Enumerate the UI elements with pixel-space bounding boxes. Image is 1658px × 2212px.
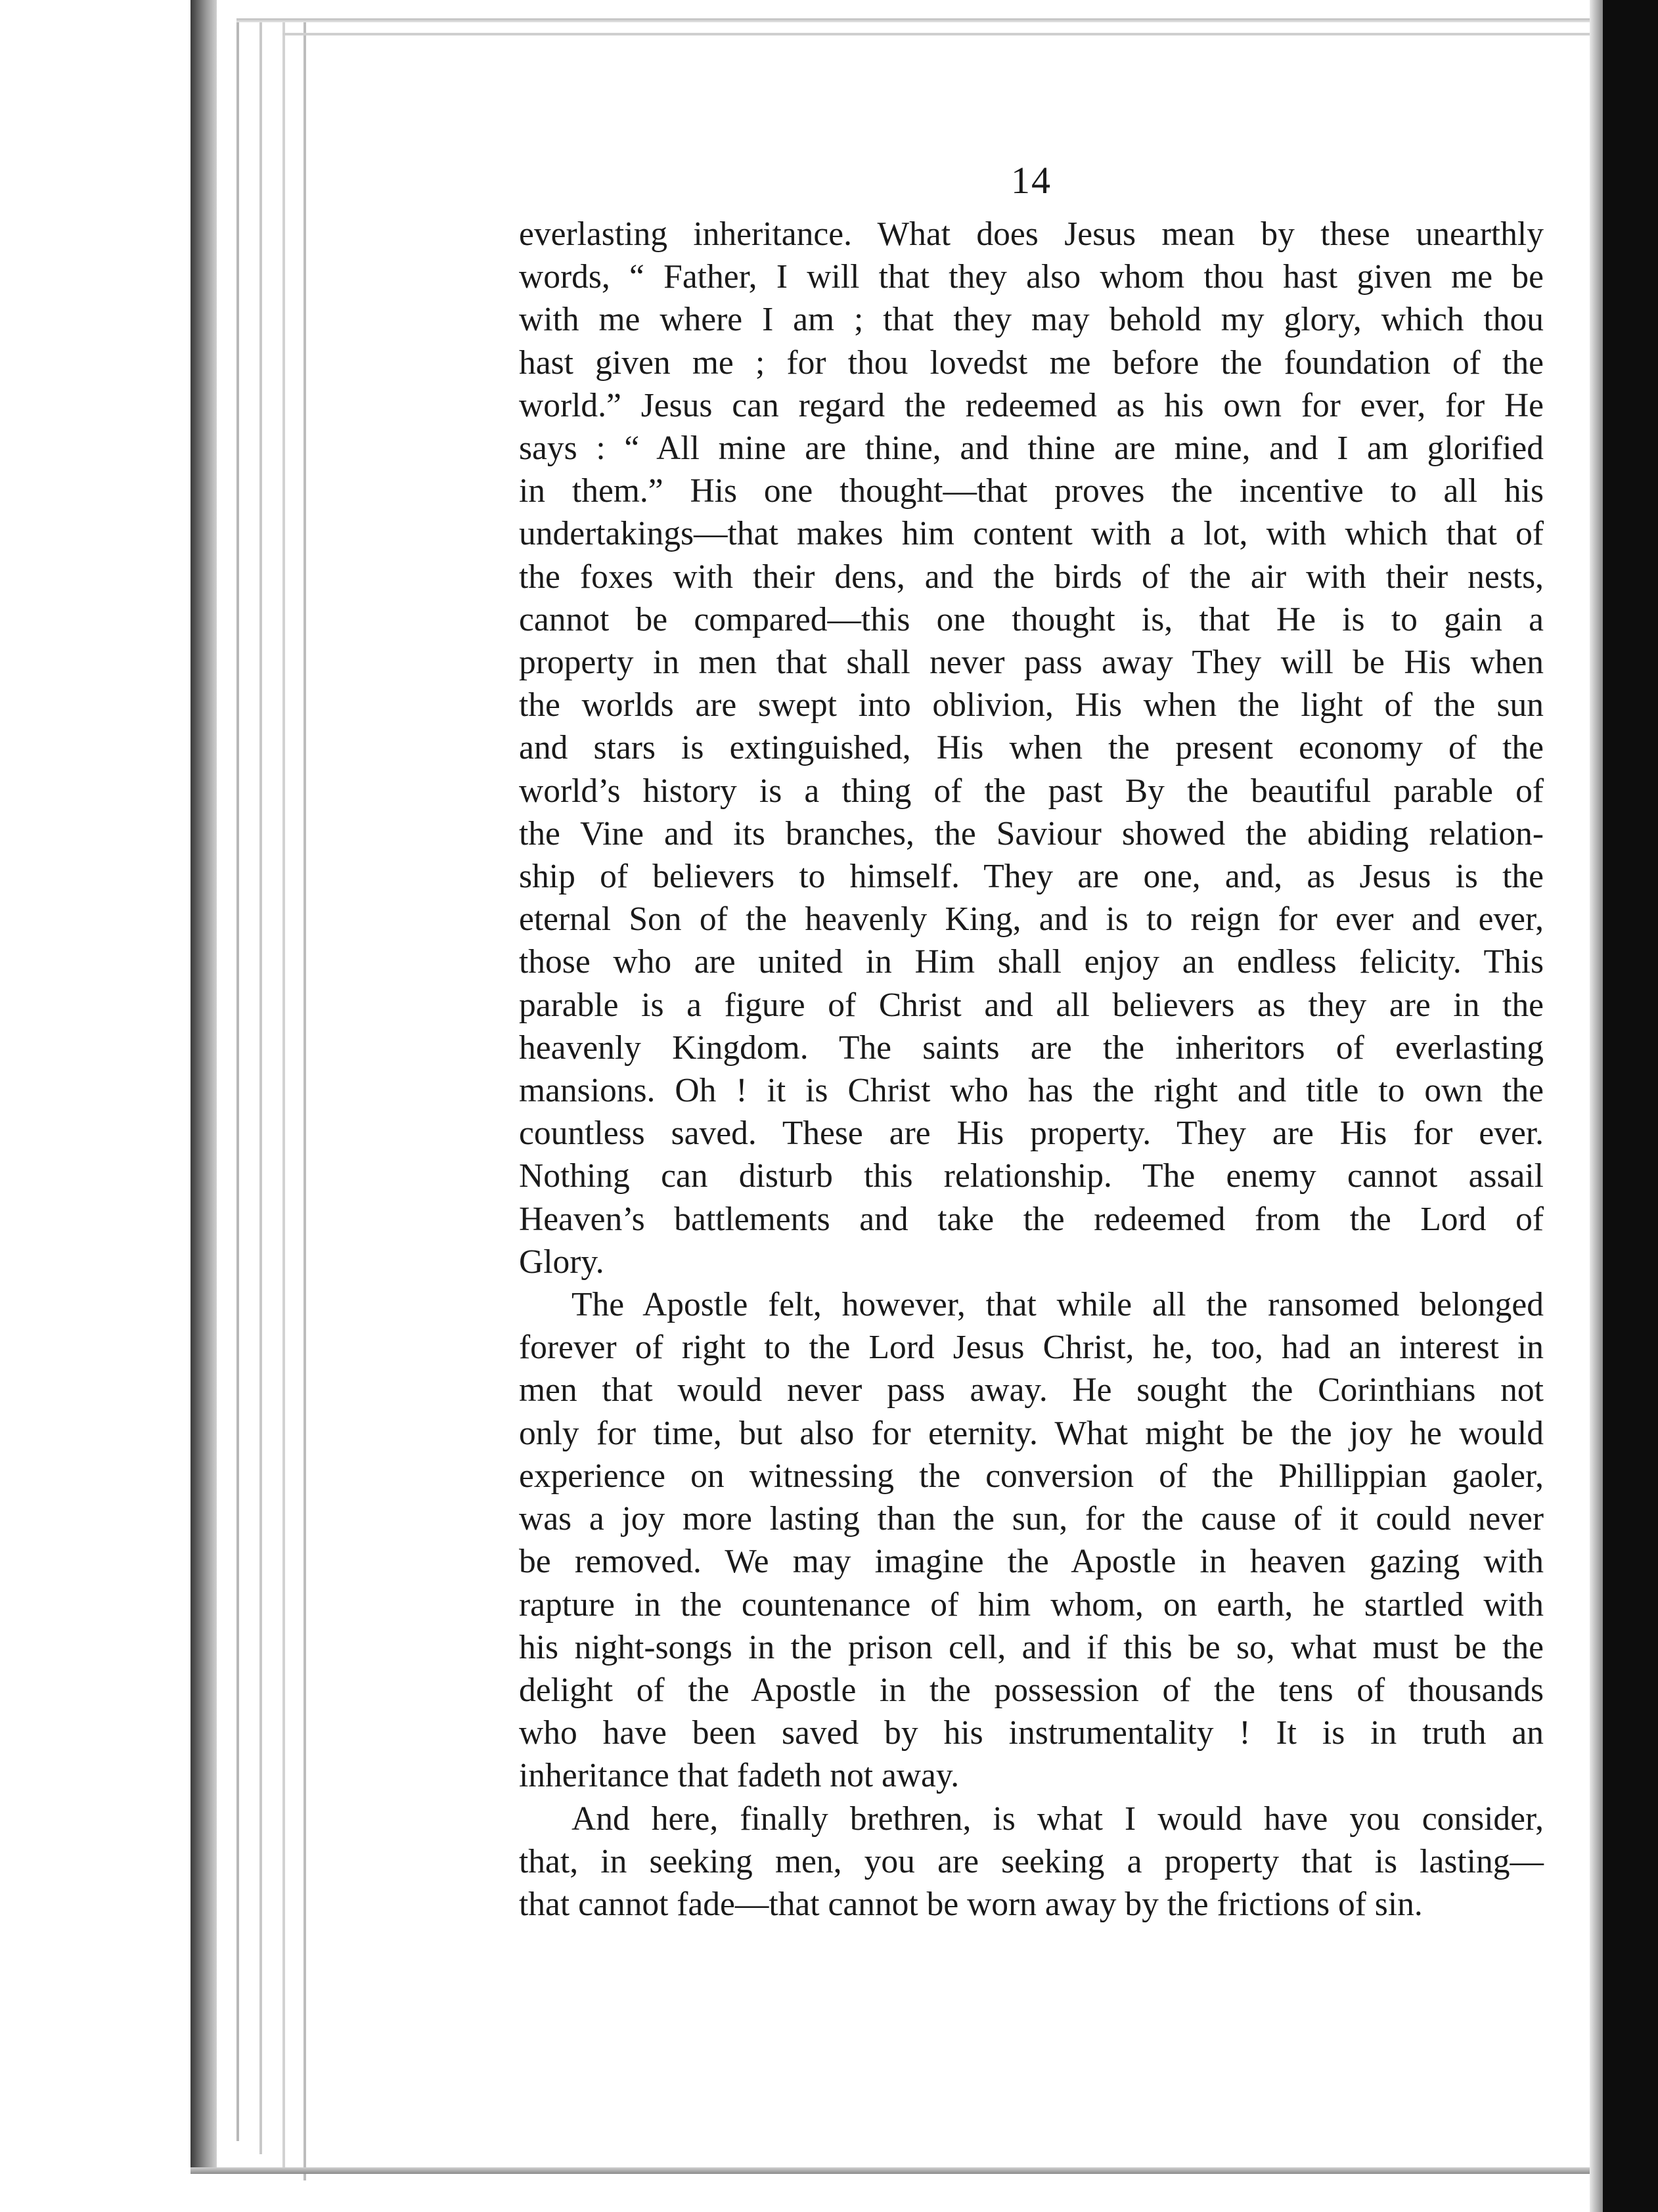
paragraph [519,213,1544,1283]
text-line: everlasting inheritance. What does Jesus mean by these unearthly [519,215,1544,253]
text-line: those who are united in Him shall enjoy an endless felicity. This [519,943,1544,981]
text-line: property in men that shall never pass away They will be His when [519,644,1544,682]
text-line: be removed. We may imagine the Apostle in heaven gazing with [519,1543,1544,1581]
text-line: and stars is extinguished, His when the present economy of the [519,729,1544,767]
body-text [519,213,1544,1926]
text-line: cannot be compared—this one thought is, that He is to gain a [519,600,1544,638]
text-line: undertakings—that makes him content with a lot, with which that of [519,515,1544,553]
text-line: in them.” His one thought—that proves the incentive to all his [519,472,1544,510]
page-stack-edge [303,20,306,2180]
text-line: experience on witnessing the conversion of the Phillippian gaoler, [519,1457,1544,1495]
page-stack-edge [236,20,239,2141]
text-line: Nothing can disturb this relationship. The enemy cannot assail [519,1157,1544,1195]
paragraph [519,1283,1544,1797]
text-line: men that would never pass away. He sought the Corinthians not [519,1371,1544,1409]
text-line: that, in seeking men, you are seeking a property that is lasting— [519,1842,1544,1880]
scan-margin-right [1603,0,1658,2212]
text-line: that cannot fade—that cannot be worn away by the frictions of sin. [519,1885,1423,1923]
text-line: parable is a figure of Christ and all believers as they are in the [519,986,1544,1024]
text-line: rapture in the countenance of him whom, on earth, he startled with [519,1585,1544,1624]
text-line: Heaven’s battlements and take the redeemed from the Lord of [519,1200,1544,1238]
text-line: forever of right to the Lord Jesus Christ, he, too, had an interest in [519,1329,1544,1367]
text-line: And here, finally brethren, is what I would have you consider, [571,1800,1544,1838]
text-line: words, “ Father, I will that they also whom thou hast given me be [519,258,1544,296]
page-number: 14 [1011,159,1052,202]
text-line: heavenly Kingdom. The saints are the inheritors of everlasting [519,1029,1544,1067]
text-line: The Apostle felt, however, that while all the ransomed belonged [571,1286,1544,1324]
text-line: with me where I am ; that they may behold my glory, which thou [519,301,1544,339]
scan-margin-left [0,0,197,2212]
text-line: world’s history is a thing of the past By the beautiful parable of [519,772,1544,810]
text-line: who have been saved by his instrumentality ! It is in truth an [519,1714,1544,1752]
text-line: eternal Son of the heavenly King, and is to reign for ever and ever, [519,900,1544,939]
text-line: the worlds are swept into oblivion, His when the light of the sun [519,686,1544,724]
text-line: delight of the Apostle in the possession of the tens of thousands [519,1671,1544,1709]
page-top-edge [236,18,1590,22]
text-line: mansions. Oh ! it is Christ who has the right and title to own the [519,1072,1544,1110]
text-line: his night-songs in the prison cell, and if this be so, what must be the [519,1628,1544,1666]
text-line: only for time, but also for eternity. What might be the joy he would [519,1414,1544,1452]
page-stack-edge [282,20,285,2167]
paragraph [519,1798,1544,1926]
text-line: world.” Jesus can regard the redeemed as his own for ever, for He [519,386,1544,424]
text-line: says : “ All mine are thine, and thine are mine, and I am glorified [519,430,1544,468]
text-line: hast given me ; for thou lovedst me before the foundation of the [519,343,1544,382]
book-page [519,158,1544,1926]
page-stack-edge [259,20,262,2154]
text-line: the foxes with their dens, and the birds of the air with their nests, [519,558,1544,596]
text-line: inheritance that fadeth not away. [519,1757,960,1795]
page-top-edge [282,33,1590,35]
text-line: countless saved. These are His property. They are His for ever. [519,1115,1544,1153]
text-line: was a joy more lasting than the sun, for the cause of it could never [519,1500,1544,1538]
text-line: ship of believers to himself. They are one, and, as Jesus is the [519,858,1544,896]
book-binding-edge [190,0,217,2174]
page-bottom-edge [190,2167,1603,2174]
text-line: the Vine and its branches, the Saviour showed the abiding relation- [519,814,1544,852]
text-line: Glory. [519,1243,604,1281]
